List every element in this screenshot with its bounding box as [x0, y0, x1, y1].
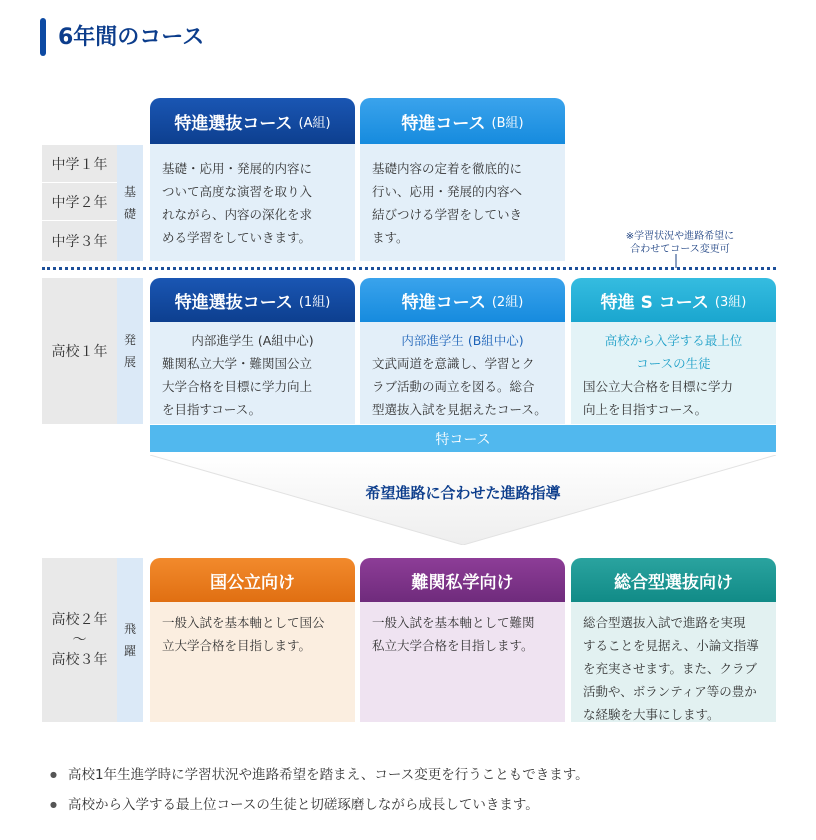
course-target-tag: 高校から入学する最上位 — [604, 333, 743, 348]
body-line: 基礎・応用・発展的内容に — [162, 161, 313, 176]
course-name: 特進コース — [401, 113, 486, 134]
phase-char: 基 — [123, 185, 136, 199]
grade-label-h2-h3 — [42, 558, 117, 722]
body-line: な経験を大事にします。 — [583, 707, 720, 722]
body-line: 型選抜入試を見据えたコース。 — [372, 402, 547, 417]
course-header-tokushin-senbatsu-a — [150, 98, 355, 144]
course-header-tokushin-b — [360, 98, 565, 144]
section-divider — [42, 267, 776, 270]
phase-char: 礎 — [123, 207, 136, 221]
career-guidance-label: 希望進路に合わせた進路指導 — [365, 484, 561, 502]
body-line: 私立大学合格を目指します。 — [372, 638, 534, 653]
body-line: 総合型選抜入試で進路を実現 — [583, 615, 746, 630]
grade-range-tilde: 〜 — [72, 632, 87, 648]
note-item: ● 高校から入学する最上位コースの生徒と切磋琢磨しながら成長していきます。 — [50, 790, 770, 820]
course-body-tokushin-b — [360, 144, 565, 261]
course-name: 特進選抜コース — [174, 113, 293, 134]
track-body-comprehensive — [571, 602, 776, 722]
body-line: 難関私立大学・難関国公立 — [162, 356, 313, 371]
phase-char: 発 — [123, 333, 136, 347]
grade-label-jh1: 中学１年 — [42, 145, 117, 183]
body-line: 立大学合格を目指します。 — [162, 638, 312, 653]
track-body-private-elite — [360, 602, 565, 722]
body-line: 大学合格を目標に学力向上 — [162, 379, 313, 394]
course-body-tokushin-2 — [360, 322, 565, 424]
note-line: ※学習状況や進路希望に — [625, 231, 735, 242]
course-group: (B組) — [491, 115, 524, 131]
body-line: することを見据え、小論文指導 — [583, 638, 759, 653]
course-target-tag: 内部進学生 (A組中心) — [191, 333, 314, 348]
body-line: ラブ活動の両立を図る。総合 — [372, 379, 535, 394]
course-name: 特進コース — [401, 292, 486, 313]
grade-label-jh2: 中学２年 — [42, 183, 117, 221]
body-line: 一般入試を基本軸として難関 — [372, 615, 535, 630]
course-group: (A組) — [298, 115, 331, 131]
course-body-tokushin-senbatsu-1 — [150, 322, 355, 424]
course-group: (2組) — [491, 294, 524, 310]
course-header-tokushin-s-3 — [571, 278, 776, 322]
grade-label-h2: 高校２年 — [51, 612, 108, 628]
body-line: 文武両道を意識し、学習とク — [372, 356, 535, 371]
course-target-tag: 内部進学生 (B組中心) — [401, 333, 524, 348]
note-item: ● 高校1年生進学時に学習状況や進路希望を踏まえ、コース変更を行うこともできます。 — [50, 760, 770, 790]
body-line: ついて高度な演習を取り入 — [162, 184, 313, 199]
track-header-comprehensive: 総合型選抜向け — [571, 558, 776, 602]
grade-label-h3: 高校３年 — [51, 652, 108, 668]
notes-list — [50, 760, 770, 820]
body-line: 活動や、ボランティア等の豊か — [583, 684, 757, 699]
note-connector — [672, 254, 680, 268]
toku-course-bar: 特コース — [150, 425, 776, 452]
course-group: (3組) — [714, 294, 747, 310]
track-header-private-elite: 難関私学向け — [360, 558, 565, 602]
track-header-national-public: 国公立向け — [150, 558, 355, 602]
body-line: 国公立大合格を目標に学力 — [583, 379, 734, 394]
grade-label-jh3: 中学３年 — [42, 221, 117, 261]
course-header-tokushin-senbatsu-1 — [150, 278, 355, 322]
course-header-tokushin-2 — [360, 278, 565, 322]
body-line: 基礎内容の定着を徹底的に — [372, 161, 523, 176]
course-change-note — [600, 230, 760, 256]
phase-char: 躍 — [123, 644, 136, 658]
track-body-national-public — [150, 602, 355, 722]
body-line: れながら、内容の深化を求 — [162, 207, 313, 222]
phase-label-hatten — [117, 278, 143, 424]
course-name: 特進 S コース — [600, 292, 709, 313]
course-body-tokushin-s-3 — [571, 322, 776, 424]
phase-char: 飛 — [123, 622, 136, 636]
body-line: 行い、応用・発展的内容へ — [372, 184, 523, 199]
course-group: (1組) — [298, 294, 331, 310]
course-body-tokushin-senbatsu-a — [150, 144, 355, 261]
body-line: 一般入試を基本軸として国公 — [162, 615, 325, 630]
page-title: 6年間のコース — [58, 25, 205, 50]
phase-label-kiso — [117, 145, 143, 261]
phase-char: 展 — [123, 355, 136, 369]
body-line: を充実させます。また、クラブ — [583, 661, 758, 676]
grade-label-h1: 高校１年 — [42, 278, 117, 424]
body-line: ます。 — [372, 230, 409, 245]
title-accent-bar — [40, 18, 46, 56]
note-line: 合わせてコース変更可 — [630, 244, 730, 255]
body-line: める学習をしていきます。 — [162, 230, 312, 245]
course-target-tag: コースの生徒 — [636, 356, 711, 371]
course-name: 特進選抜コース — [174, 292, 293, 313]
body-line: を目指すコース。 — [162, 402, 262, 417]
body-line: 向上を目指すコース。 — [583, 402, 708, 417]
phase-label-hiyaku — [117, 558, 143, 722]
body-line: 結びつける学習をしていき — [372, 207, 523, 222]
